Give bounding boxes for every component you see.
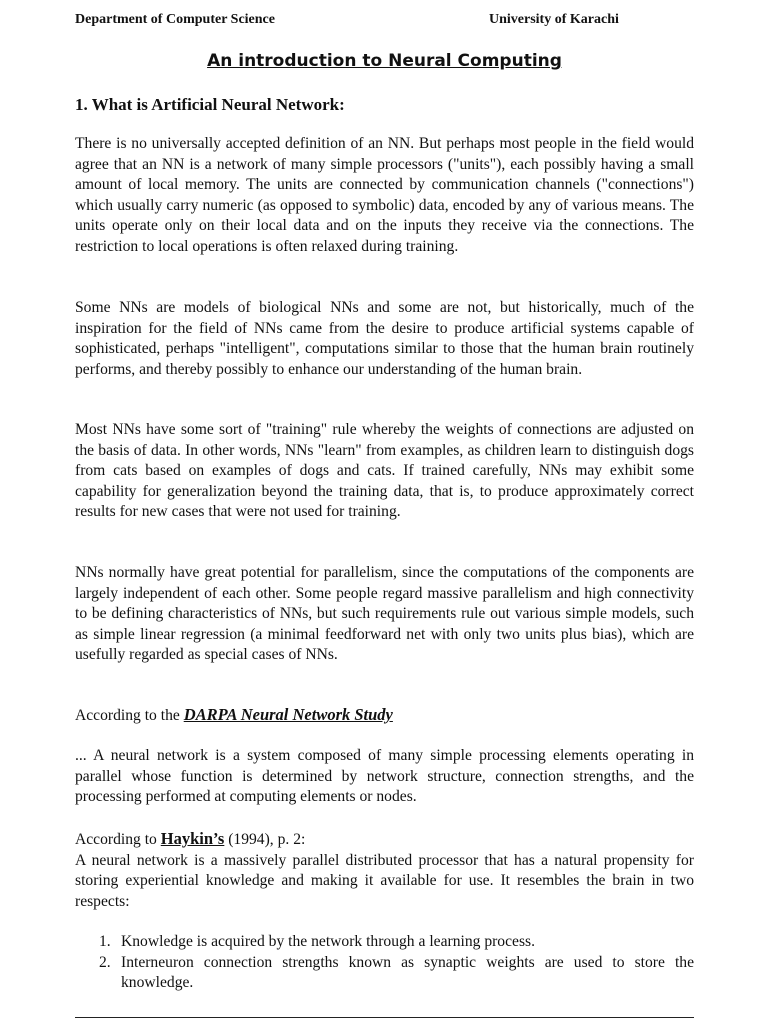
haykin-citation-line — [75, 829, 694, 851]
haykin-name: Haykin’s — [160, 829, 225, 848]
list-item-text: Interneuron connection strengths known as synaptic weights are used to store the knowledge. — [121, 953, 694, 992]
paragraph-darpa-quote: ... A neural network is a system composed of many simple processing elements operating in parallel whose function is determined by network structure, connection strengths, and the processing performed at computing elements or nodes. — [75, 747, 694, 806]
list-item — [99, 953, 694, 994]
section-heading: 1. What is Artificial Neural Network: — [75, 95, 345, 114]
page-header — [75, 12, 635, 32]
paragraph-training: Most NNs have some sort of "training" rule whereby the weights of connections are adjusted on the basis of data. In other words, NNs "learn" from examples, as children learn to distinguish dogs from cats based on examples of dogs and cats. If trained carefully, NNs may exhibit some capability for generalization beyond the training data, that is, to produce approximately correct results for new cases that were not used for training. — [75, 421, 694, 521]
document-title: An introduction to Neural Computing — [207, 51, 562, 71]
haykin-prefix: According to — [75, 831, 161, 848]
header-department: Department of Computer Science — [75, 12, 275, 27]
paragraph-parallelism: NNs normally have great potential for parallelism, since the computations of the components are largely independent of each other. Some people regard massive parallelism and high connectivity to be defining characteristics of NNs, but such requirements rule out various simple models, such as simple linear regression (a minimal feedforward net with only two units plus bias), which are usefully regarded as special cases of NNs. — [75, 564, 694, 664]
footer-divider — [75, 1017, 694, 1018]
header-university: University of Karachi — [489, 12, 619, 27]
list-item-number: 2. — [99, 953, 111, 971]
haykin-suffix: (1994), p. 2: — [224, 831, 306, 848]
list-item-text: Knowledge is acquired by the network through a learning process. — [121, 933, 535, 950]
list-item-number: 1. — [99, 933, 111, 950]
paragraph-darpa-intro — [75, 705, 694, 727]
darpa-link[interactable]: DARPA Neural Network Study — [183, 705, 393, 724]
darpa-prefix: According to the — [75, 707, 184, 724]
list-item — [99, 932, 694, 953]
brain-respects-list — [99, 932, 694, 994]
haykin-body: A neural network is a massively parallel distributed processor that has a natural propensity for storing experiential knowledge and making it available for use. It resembles the brain in two respects: — [75, 851, 694, 910]
paragraph-definition: There is no universally accepted definition of an NN. But perhaps most people in the field would agree that an NN is a network of many simple processors ("units"), each possibly having a small amount of local memory. The units are connected by communication channels ("connections") which usually carry numeric (as opposed to symbolic) data, encoded by any of various means. The units operate only on their local data and on the inputs they receive via the connections. The restriction to local operations is often relaxed during training. — [75, 135, 694, 255]
paragraph-haykin — [75, 829, 694, 912]
paragraph-biological: Some NNs are models of biological NNs and some are not, but historically, much of the inspiration for the field of NNs came from the desire to produce artificial systems capable of sophisticated, perhaps "intelligent", computations similar to those that the human brain routinely performs, and thereby possibly to enhance our understanding of the human brain. — [75, 299, 694, 378]
